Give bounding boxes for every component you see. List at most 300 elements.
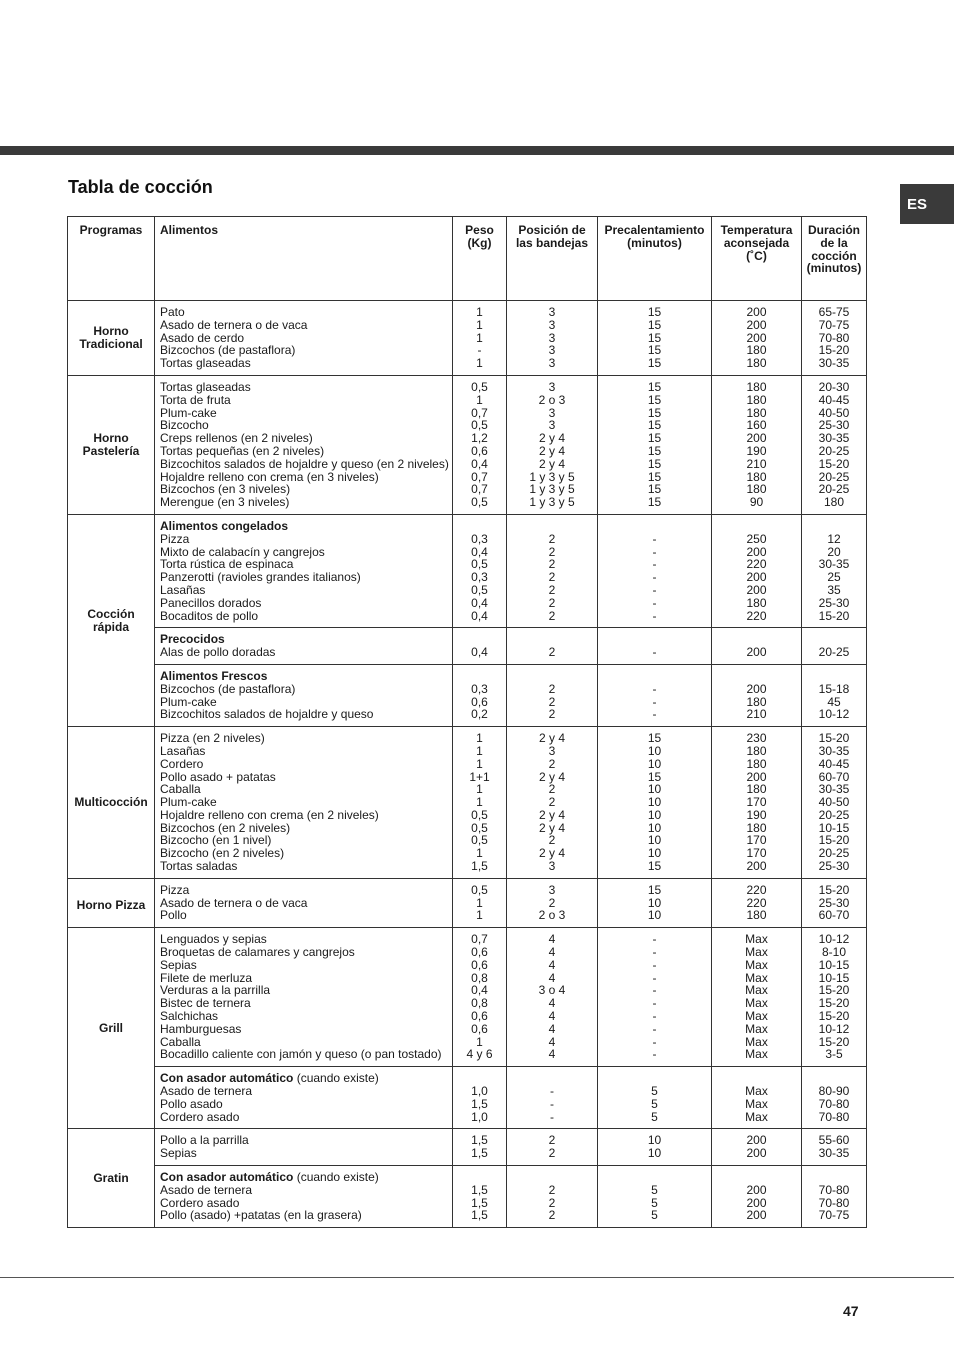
- food-item: Hamburguesas: [160, 1021, 242, 1036]
- duration-cell: [802, 1129, 867, 1166]
- preheat-value: 15: [647, 392, 662, 407]
- preheat-value: -: [652, 608, 657, 623]
- position-value: 1 y 3 y 5: [529, 482, 575, 497]
- food-item: Pizza: [160, 531, 190, 546]
- duration-value: 40-50: [818, 405, 850, 420]
- temperature-value: 200: [746, 769, 767, 784]
- duration-value: 25-30: [818, 595, 850, 610]
- position-value: 2 y 4: [538, 431, 565, 446]
- temperature-value: 200: [746, 1146, 767, 1161]
- food-group-heading: [160, 670, 452, 683]
- duration-cell: [802, 878, 867, 927]
- weight-value: 1,5: [471, 1146, 488, 1161]
- temperature-value: 180: [746, 343, 767, 358]
- weight-value: 1,0: [471, 1084, 488, 1099]
- weight-value: 0,5: [471, 418, 488, 433]
- spacer: [712, 670, 801, 683]
- temperature-value: 190: [746, 807, 767, 822]
- duration-value: 30-35: [818, 557, 850, 572]
- temperature-value: Max: [745, 1021, 768, 1036]
- preheat-value: 15: [647, 769, 662, 784]
- header-peso-line: Peso: [465, 223, 494, 237]
- duration-value: 80-90: [818, 1084, 850, 1099]
- temperature-value: 220: [746, 608, 767, 623]
- temperature-value: 180: [746, 743, 767, 758]
- weight-value: 0,2: [471, 707, 488, 722]
- weight-value: 1,5: [471, 1096, 488, 1111]
- position-value: 2: [548, 1133, 556, 1148]
- header-duracion-line: (minutos): [806, 261, 862, 276]
- weight-value: 0,5: [471, 379, 488, 394]
- duration-value: 40-50: [818, 795, 850, 810]
- duration-value: 30-35: [818, 1146, 850, 1161]
- preheat-value: 5: [651, 1195, 658, 1210]
- temperature-value: 210: [746, 707, 767, 722]
- food-item: Tortas glaseadas: [160, 379, 251, 394]
- program-name: Grill: [98, 1020, 123, 1035]
- food-item: Plum-cake: [160, 405, 217, 420]
- duration-value: 12: [827, 531, 841, 546]
- duration-value: 20: [827, 544, 841, 559]
- position-value: 2 y 4: [538, 820, 565, 835]
- weight-value: 1: [476, 846, 483, 861]
- position-value: 3: [548, 305, 556, 319]
- position-value: 2: [548, 557, 556, 572]
- preheat-value: -: [652, 707, 657, 722]
- weight-value: 0,4: [471, 595, 488, 610]
- duration-value: 15-20: [818, 1034, 850, 1049]
- temperature-value: 180: [746, 405, 767, 420]
- weight-value: 0,7: [471, 482, 488, 497]
- program-name: Pastelería: [82, 443, 140, 458]
- header-duracion-line: cocción: [811, 248, 857, 263]
- weight-cell: [453, 928, 507, 1067]
- table-row: [68, 1129, 867, 1166]
- position-value: 4: [548, 1047, 556, 1062]
- position-value: -: [550, 1096, 554, 1111]
- top-bar: [0, 146, 954, 155]
- weight-cell: [453, 727, 507, 879]
- preheat-cell: [598, 1166, 712, 1228]
- temperature-cell: [712, 878, 802, 927]
- preheat-cell: [598, 664, 712, 726]
- preheat-cell: [598, 1129, 712, 1166]
- position-value: 2: [548, 1195, 556, 1210]
- table-row: [68, 1067, 867, 1129]
- weight-value: 0,6: [471, 694, 488, 709]
- position-value: -: [550, 1084, 554, 1099]
- table-row: [68, 727, 867, 879]
- program-name-cell: [68, 1129, 155, 1228]
- temperature-value: Max: [745, 1009, 768, 1024]
- preheat-value: -: [652, 681, 657, 696]
- food-item: Tortas glaseadas: [160, 356, 251, 371]
- preheat-value: 10: [647, 908, 662, 923]
- food-item: Sepias: [160, 957, 197, 972]
- preheat-value: -: [652, 544, 657, 559]
- preheat-value: 15: [647, 495, 662, 510]
- position-value: 3: [548, 379, 556, 394]
- position-value: 4: [548, 1021, 556, 1036]
- temperature-value: 200: [746, 570, 767, 585]
- duration-value: 15-18: [818, 681, 850, 696]
- weight-value: 0,6: [471, 1021, 488, 1036]
- position-value: 2: [548, 595, 556, 610]
- duration-value: 15-20: [818, 882, 850, 897]
- preheat-value: 10: [647, 846, 662, 861]
- temperature-value: 200: [746, 859, 767, 874]
- temperature-value: 180: [746, 379, 767, 394]
- weight-cell: [453, 628, 507, 665]
- food-item: Pollo a la parrilla: [160, 1133, 249, 1148]
- header-temp-line: Temperatura: [720, 223, 793, 237]
- temperature-value: 220: [746, 882, 767, 897]
- preheat-value: -: [652, 945, 657, 960]
- weight-value: 1: [476, 731, 483, 746]
- temperature-value: 200: [746, 1195, 767, 1210]
- preheat-value: 15: [647, 356, 662, 371]
- duration-value: 10-12: [818, 707, 850, 722]
- weight-value: 1,5: [471, 1195, 488, 1210]
- position-value: 2: [548, 645, 556, 660]
- weight-cell: [453, 878, 507, 927]
- position-value: 3: [548, 330, 556, 345]
- duration-value: 8-10: [821, 945, 847, 960]
- weight-value: 0,4: [471, 645, 488, 660]
- preheat-value: -: [652, 694, 657, 709]
- food-item: Asado de ternera o de vaca: [160, 317, 308, 332]
- position-value: 3: [548, 405, 556, 420]
- preheat-value: 10: [647, 895, 662, 910]
- food-cell: [155, 727, 453, 879]
- food-item: Creps rellenos (en 2 niveles): [160, 431, 313, 446]
- food-item: Bocaditos de pollo: [160, 608, 259, 623]
- temperature-value: Max: [745, 932, 768, 947]
- spacer: [712, 520, 801, 533]
- position-cell: [507, 1166, 598, 1228]
- program-name: Gratin: [93, 1170, 129, 1185]
- weight-cell: [453, 301, 507, 376]
- duration-value: 15-20: [818, 1009, 850, 1024]
- food-item: Asado de ternera: [160, 1084, 253, 1099]
- duration-value: 70-80: [818, 1182, 850, 1197]
- duration-value: 70-75: [818, 1208, 850, 1223]
- weight-value: 0,3: [471, 570, 488, 585]
- position-value: 4: [548, 1009, 556, 1024]
- weight-cell: [453, 664, 507, 726]
- preheat-value: -: [652, 570, 657, 585]
- program-name-cell: [68, 878, 155, 927]
- food-item: Pollo (asado) +patatas (en la grasera): [160, 1208, 362, 1223]
- position-value: 4: [548, 957, 556, 972]
- duration-value: 45: [827, 694, 841, 709]
- spacer: [507, 1171, 597, 1184]
- position-value: 3 o 4: [538, 983, 566, 998]
- weight-value: -: [477, 343, 482, 358]
- position-cell: [507, 628, 598, 665]
- temperature-value: Max: [745, 1109, 768, 1124]
- spacer: [453, 1171, 506, 1184]
- duration-value: 15-20: [818, 456, 850, 471]
- weight-value: 0,4: [471, 608, 488, 623]
- duration-value: 70-80: [818, 1195, 850, 1210]
- position-value: 2: [548, 1146, 556, 1161]
- duration-value: 180: [823, 495, 845, 510]
- preheat-value: -: [652, 531, 657, 546]
- position-value: 2 y 4: [538, 807, 565, 822]
- weight-value: 0,5: [471, 582, 488, 597]
- preheat-value: 10: [647, 743, 662, 758]
- footer-rule: [0, 1277, 954, 1278]
- duration-value: 35: [827, 582, 841, 597]
- duration-value: 10-12: [818, 932, 850, 947]
- spacer: [453, 670, 506, 683]
- position-value: 4: [548, 970, 556, 985]
- duration-value: 20-25: [818, 645, 850, 660]
- header-temp-line: aconsejada: [723, 235, 790, 250]
- temperature-value: 200: [746, 1208, 767, 1223]
- preheat-cell: [598, 878, 712, 927]
- preheat-value: 10: [647, 807, 662, 822]
- food-item: Pato: [160, 305, 185, 319]
- preheat-value: 10: [647, 833, 662, 848]
- weight-value: 1,2: [471, 431, 488, 446]
- position-value: 2 y 4: [538, 846, 565, 861]
- preheat-value: 15: [647, 379, 662, 394]
- duration-value: 25-30: [818, 895, 850, 910]
- weight-cell: [453, 514, 507, 627]
- temperature-value: 200: [746, 431, 767, 446]
- food-item: Bocadillo caliente con jamón y queso (o pan tostado): [160, 1047, 442, 1062]
- header-duracion: [802, 217, 867, 301]
- preheat-value: -: [652, 957, 657, 972]
- food-item: Bizcochos (en 2 niveles): [160, 820, 291, 835]
- preheat-value: -: [652, 1009, 657, 1024]
- weight-value: 1,5: [471, 1133, 488, 1148]
- food-group-heading: [160, 520, 452, 533]
- food-item: Lasañas: [160, 743, 206, 758]
- header-posicion: [507, 217, 598, 301]
- preheat-value: -: [652, 970, 657, 985]
- position-value: 2: [548, 544, 556, 559]
- position-value: 2: [548, 531, 556, 546]
- food-cell: [155, 514, 453, 627]
- food-group-note: (cuando existe): [293, 1170, 379, 1185]
- preheat-cell: [598, 375, 712, 514]
- duration-value: 15-20: [818, 996, 850, 1011]
- duration-value: 40-45: [818, 756, 850, 771]
- duration-cell: [802, 1166, 867, 1228]
- preheat-value: -: [652, 1021, 657, 1036]
- temperature-value: 210: [746, 456, 767, 471]
- program-name-cell: [68, 928, 155, 1129]
- preheat-cell: [598, 928, 712, 1067]
- temperature-cell: [712, 1129, 802, 1166]
- header-programas: Programas: [68, 217, 155, 301]
- duration-cell: [802, 628, 867, 665]
- temperature-value: 180: [746, 356, 767, 371]
- temperature-value: 220: [746, 557, 767, 572]
- preheat-value: 15: [647, 469, 662, 484]
- temperature-value: 180: [746, 756, 767, 771]
- spacer: [598, 1171, 711, 1184]
- weight-value: 1: [476, 743, 483, 758]
- position-value: 4: [548, 932, 556, 947]
- food-item: Alas de pollo doradas: [160, 645, 276, 660]
- food-item: Broquetas de calamares y cangrejos: [160, 945, 355, 960]
- temperature-value: 170: [746, 846, 767, 861]
- food-item: Bizcochos (en 3 niveles): [160, 482, 291, 497]
- position-value: 3: [548, 882, 556, 897]
- temperature-cell: [712, 1067, 802, 1129]
- table-row: [68, 928, 867, 1067]
- preheat-value: -: [652, 1047, 657, 1062]
- duration-value: 25: [827, 570, 841, 585]
- header-temperatura: [712, 217, 802, 301]
- position-value: 3: [548, 356, 556, 371]
- food-item: Bistec de ternera: [160, 996, 251, 1011]
- weight-value: 1: [476, 317, 483, 332]
- duration-value: 20-25: [818, 846, 850, 861]
- position-cell: [507, 928, 598, 1067]
- weight-cell: [453, 1129, 507, 1166]
- food-item: Bizcochitos salados de hojaldre y queso (en 2 niveles): [160, 456, 449, 471]
- program-name-cell: [68, 301, 155, 376]
- food-item: Plum-cake: [160, 694, 217, 709]
- duration-value: 15-20: [818, 983, 850, 998]
- food-cell: [155, 375, 453, 514]
- temperature-value: Max: [745, 945, 768, 960]
- food-cell: [155, 628, 453, 665]
- food-item: Bizcocho (en 2 niveles): [160, 846, 285, 861]
- food-group-heading-text: Alimentos Frescos: [160, 668, 268, 683]
- temperature-value: Max: [745, 1084, 768, 1099]
- temperature-cell: [712, 628, 802, 665]
- preheat-value: 10: [647, 795, 662, 810]
- weight-value: 0,5: [471, 882, 488, 897]
- weight-value: 0,6: [471, 1009, 488, 1024]
- preheat-value: 5: [651, 1084, 658, 1099]
- spacer: [712, 1171, 801, 1184]
- temperature-value: 180: [746, 694, 767, 709]
- duration-value: 70-80: [818, 330, 850, 345]
- position-value: 2 y 4: [538, 731, 565, 746]
- food-cell: [155, 301, 453, 376]
- temperature-value: Max: [745, 1034, 768, 1049]
- food-group-heading-text: Precocidos: [160, 632, 225, 647]
- table-row: [68, 514, 867, 627]
- weight-cell: [453, 375, 507, 514]
- duration-value: 70-80: [818, 1109, 850, 1124]
- food-item: Caballa: [160, 782, 201, 797]
- temperature-value: 180: [746, 820, 767, 835]
- preheat-value: 15: [647, 882, 662, 897]
- table-header-row: [68, 217, 867, 301]
- header-peso-line: (Kg): [467, 235, 492, 250]
- weight-value: 1: [476, 782, 483, 797]
- header-duracion-line: de la: [820, 235, 848, 250]
- position-value: 2: [548, 570, 556, 585]
- food-item: Panzerotti (ravioles grandes italianos): [160, 570, 361, 585]
- preheat-value: 15: [647, 859, 662, 874]
- duration-value: 10-12: [818, 1021, 850, 1036]
- weight-value: 0,6: [471, 945, 488, 960]
- food-item: Sepias: [160, 1146, 197, 1161]
- food-item: Bizcochitos salados de hojaldre y queso: [160, 707, 374, 722]
- food-cell: [155, 1129, 453, 1166]
- temperature-value: Max: [745, 996, 768, 1011]
- duration-value: 20-25: [818, 807, 850, 822]
- weight-value: 0,4: [471, 983, 488, 998]
- preheat-value: 15: [647, 456, 662, 471]
- weight-value: 1: [476, 895, 483, 910]
- food-item: Salchichas: [160, 1009, 219, 1024]
- duration-value: 10-15: [818, 970, 850, 985]
- weight-value: 0,5: [471, 820, 488, 835]
- position-value: 4: [548, 945, 556, 960]
- header-precal-line: Precalentamiento: [604, 223, 705, 237]
- preheat-value: 15: [647, 431, 662, 446]
- temperature-value: 200: [746, 645, 767, 660]
- duration-cell: [802, 301, 867, 376]
- spacer: [802, 670, 866, 683]
- food-item: Pollo asado: [160, 1096, 223, 1111]
- duration-value: 15-20: [818, 343, 850, 358]
- duration-value: 70-80: [818, 1096, 850, 1111]
- program-name-cell: [68, 375, 155, 514]
- position-value: 2 y 4: [538, 456, 565, 471]
- position-value: 4: [548, 1034, 556, 1049]
- preheat-value: 15: [647, 343, 662, 358]
- food-item: Lenguados y sepias: [160, 932, 267, 947]
- weight-value: 1+1: [469, 769, 490, 784]
- temperature-value: 180: [746, 469, 767, 484]
- program-name: Multicocción: [74, 795, 148, 810]
- temperature-value: 180: [746, 908, 767, 923]
- food-item: Tortas pequeñas (en 2 niveles): [160, 443, 325, 458]
- weight-value: 1,0: [471, 1109, 488, 1124]
- duration-cell: [802, 514, 867, 627]
- food-item: Hojaldre relleno con crema (en 3 niveles): [160, 469, 379, 484]
- temperature-value: 170: [746, 833, 767, 848]
- preheat-value: 15: [647, 405, 662, 420]
- food-item: Pollo: [160, 908, 187, 923]
- weight-value: 1: [476, 330, 483, 345]
- temperature-cell: [712, 514, 802, 627]
- header-precalentamiento: [598, 217, 712, 301]
- table-row: [68, 628, 867, 665]
- spacer: [507, 520, 597, 533]
- program-name: Horno Pizza: [76, 898, 146, 913]
- header-peso: [453, 217, 507, 301]
- weight-value: 0,7: [471, 405, 488, 420]
- temperature-value: Max: [745, 1096, 768, 1111]
- position-value: 2: [548, 608, 556, 623]
- position-value: 2 y 4: [538, 769, 565, 784]
- temperature-value: 90: [749, 495, 764, 510]
- food-group-note: (cuando existe): [293, 1071, 379, 1086]
- temperature-value: 250: [746, 531, 767, 546]
- temperature-cell: [712, 928, 802, 1067]
- weight-value: 4 y 6: [466, 1047, 493, 1062]
- position-cell: [507, 301, 598, 376]
- duration-value: 15-20: [818, 608, 850, 623]
- weight-value: 0,8: [471, 970, 488, 985]
- weight-value: 0,4: [471, 456, 488, 471]
- duration-value: 30-35: [818, 431, 850, 446]
- table-row: [68, 878, 867, 927]
- food-item: Lasañas: [160, 582, 206, 597]
